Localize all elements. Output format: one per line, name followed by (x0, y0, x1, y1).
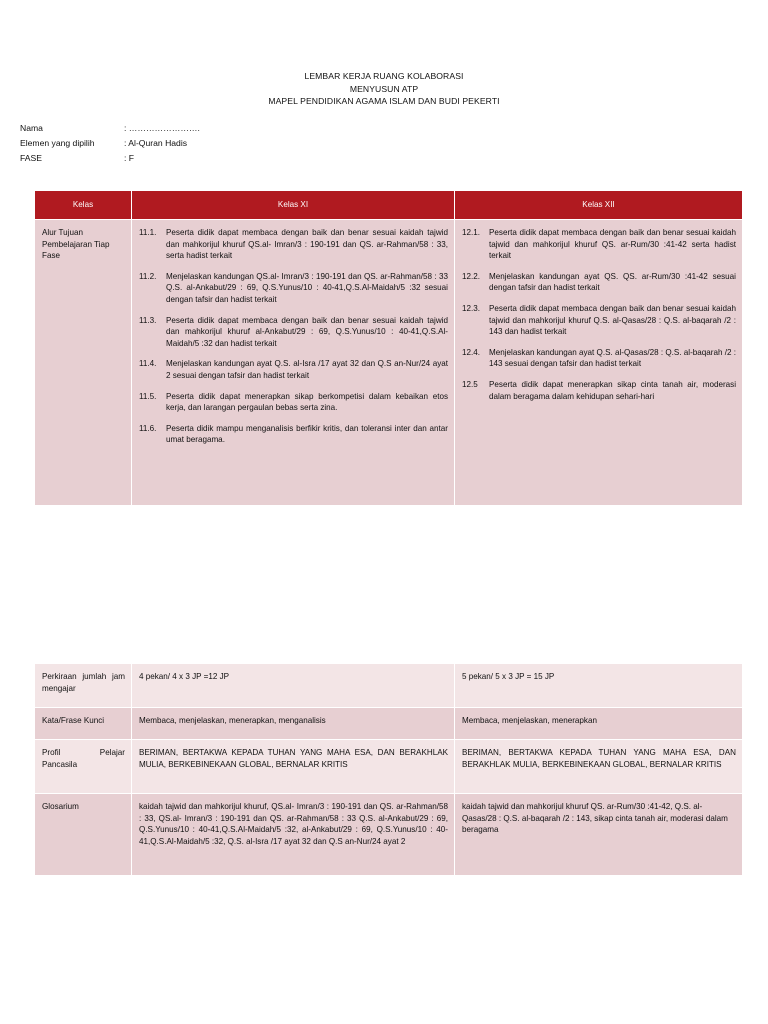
item-number: 11.4. (139, 359, 157, 369)
item-number: 12.3. (462, 303, 481, 313)
item-text: Peserta didik dapat membaca dengan baik dan benar sesuai kaidah tajwid dan mahkorijul khuruf QS.al- Imran/3 : 190-191 dan QS. ar-Rahman/58 : 33, serta hadist terkait (166, 228, 448, 261)
cell-kelas-xii: 5 pekan/ 5 x 3 JP = 15 JP (455, 664, 743, 708)
header-kelas-xi: Kelas XI (132, 191, 455, 220)
item-text: Menjelaskan kandungan QS.al- Imran/3 : 190-191 dan QS. ar-Rahman/58 : 33 Q.S. al-Ankabut/29 : 69, Q.S.Yunus/10 : 40-41,Q.S.Al-Maidah/5 :32 sesuai dengan tafsir dan hadist terkait (166, 271, 448, 304)
header-kelas-xii: Kelas XII (455, 191, 743, 220)
row-label-alur-tujuan: Alur Tujuan Pembelajaran Tiap Fase (35, 220, 132, 506)
summary-table (34, 663, 743, 876)
list-item (139, 227, 448, 262)
item-number: 12.4. (462, 347, 481, 357)
meta-label: Nama (20, 123, 43, 133)
item-text: Peserta didik dapat membaca dengan baik dan benar sesuai kaidah tajwid dan mahkorijul khuruf al-Ankabut/29 : 69, Q.S.Yunus/10 : 40-41,Q.S.Al-Maidah/5 :32 dan hadist terkait (166, 315, 448, 348)
meta-label: Elemen yang dipilih (20, 138, 95, 148)
table-row (35, 740, 743, 794)
identity-fields (20, 121, 200, 166)
meta-row-nama (20, 121, 200, 136)
item-text: Menjelaskan kandungan ayat Q.S. al-Isra /17 ayat 32 dan Q.S an-Nur/24 ayat 2 sesuai dengan tafsir dan hadist terkait (166, 359, 448, 380)
cell-kelas-xi: kaidah tajwid dan mahkorijul khuruf, QS.al- Imran/3 : 190-191 dan QS. ar-Rahman/58 : 33, QS.al- Imran/3 : 190-191 dan QS. ar-Rahman/58 : 33 Q.S. al-Ankabut/29 : 69, Q.S.Yunus/10 : 40-41,Q.S.Al-Maidah/5 :32, al-Ankabut/29 : 69, Q.S.Yunus/10 : 40-41,Q.S.Al-Maidah/5 :32, Q.S. al-Isra /17 ayat 32 dan Q.S an-Nur/24 ayat 2 (132, 794, 455, 876)
cell-kelas-xi: 4 pekan/ 4 x 3 JP =12 JP (132, 664, 455, 708)
meta-row-fase (20, 151, 200, 166)
table-row (35, 708, 743, 740)
cell-kelas-xii: kaidah tajwid dan mahkorijul khuruf QS. ar-Rum/30 :41-42, Q.S. al-Qasas/28 : Q.S. al-baqarah /2 : 143, sikap cinta tanah air, moderasi dalam beragama (455, 794, 743, 876)
list-item (462, 347, 736, 370)
kelas-xii-objectives (455, 220, 743, 506)
row-label-perkiraan-jam: Perkiraan jumlah jam mengajar (35, 664, 132, 708)
row-label-kata-kunci: Kata/Frase Kunci (35, 708, 132, 740)
item-number: 12.1. (462, 228, 481, 237)
item-text: Menjelaskan kandungan ayat QS. QS. ar-Rum/30 :41-42 sesuai dengan tafsir dan hadist terkait (489, 271, 736, 293)
table-row (35, 664, 743, 708)
cell-kelas-xi: Membaca, menjelaskan, menerapkan, menganalisis (132, 708, 455, 740)
meta-value: : Al-Quran Hadis (124, 138, 188, 148)
table-row (35, 220, 743, 506)
cell-kelas-xii: BERIMAN, BERTAKWA KEPADA TUHAN YANG MAHA ESA, DAN BERAKHLAK MULIA, BERKEBINEKAAN GLOBAL, BERNALAR KRITIS (455, 740, 743, 794)
list-item (462, 227, 736, 262)
meta-label: FASE (20, 153, 42, 163)
list-item (462, 303, 736, 338)
list-item (139, 423, 448, 446)
list-item (139, 315, 448, 350)
item-number: 12.5 (462, 379, 478, 389)
item-number: 11.2. (139, 271, 157, 281)
header-title-line-2: MENYUSUN ATP (349, 83, 419, 94)
list-item (139, 391, 448, 414)
list-item (139, 358, 448, 381)
meta-row-elemen (20, 136, 200, 151)
row-label-glosarium: Glosarium (35, 794, 132, 876)
table-header-row (35, 191, 743, 220)
row-label-profil-pelajar: Profil Pelajar Pancasila (35, 740, 132, 794)
meta-value: : F (124, 153, 135, 163)
cell-kelas-xii: Membaca, menjelaskan, menerapkan (455, 708, 743, 740)
item-text: Peserta didik dapat membaca dengan baik dan benar sesuai kaidah tajwid dan mahkorijul khuruf QS. ar-Rum/30 :41-42 serta hadist terkait (489, 228, 736, 261)
header-kelas: Kelas (35, 191, 132, 220)
table-row (35, 794, 743, 876)
item-number: 11.1. (139, 228, 157, 237)
item-text: Menjelaskan kandungan ayat Q.S. al-Qasas/28 : Q.S. al-baqarah /2 : 143 sesuai dengan tafsir dan hadist terkait (489, 347, 737, 369)
item-number: 12.2. (462, 271, 481, 281)
document-header (0, 70, 768, 108)
header-title-line-3: MAPEL PENDIDIKAN AGAMA ISLAM DAN BUDI PEKERTI (268, 96, 500, 106)
item-text: Peserta didik dapat menerapkan sikap cinta tanah air, moderasi dalam beragama dalam kehidupan sehari-hari (489, 379, 736, 401)
item-text: Peserta didik mampu menganalisis berfikir kritis, dan toleransi inter dan antar umat beragama. (166, 423, 448, 445)
meta-value: : ……………………. (124, 123, 200, 133)
list-item (462, 271, 736, 294)
item-number: 11.3. (139, 315, 157, 325)
item-text: Peserta didik dapat membaca dengan baik dan benar sesuai kaidah tajwid dan mahkorijul khuruf Q.S. al-Qasas/28 : Q.S. al-baqarah /2 : 143 dan hadist terkait (489, 303, 736, 337)
item-number: 11.6. (139, 423, 157, 433)
header-title-line-1: LEMBAR KERJA RUANG KOLABORASI (304, 71, 464, 81)
kelas-xi-objectives (132, 220, 455, 506)
item-number: 11.5. (139, 391, 157, 401)
list-item (139, 271, 448, 306)
cell-kelas-xi: BERIMAN, BERTAKWA KEPADA TUHAN YANG MAHA ESA, DAN BERAKHLAK MULIA, BERKEBINEKAAN GLOBAL, BERNALAR KRITIS (132, 740, 455, 794)
learning-objectives-table (34, 190, 743, 506)
item-text: Peserta didik dapat menerapkan sikap berkompetisi dalam kebaikan etos kerja, dan larangan pergaulan bebas serta zina. (166, 391, 448, 413)
list-item (462, 379, 736, 402)
